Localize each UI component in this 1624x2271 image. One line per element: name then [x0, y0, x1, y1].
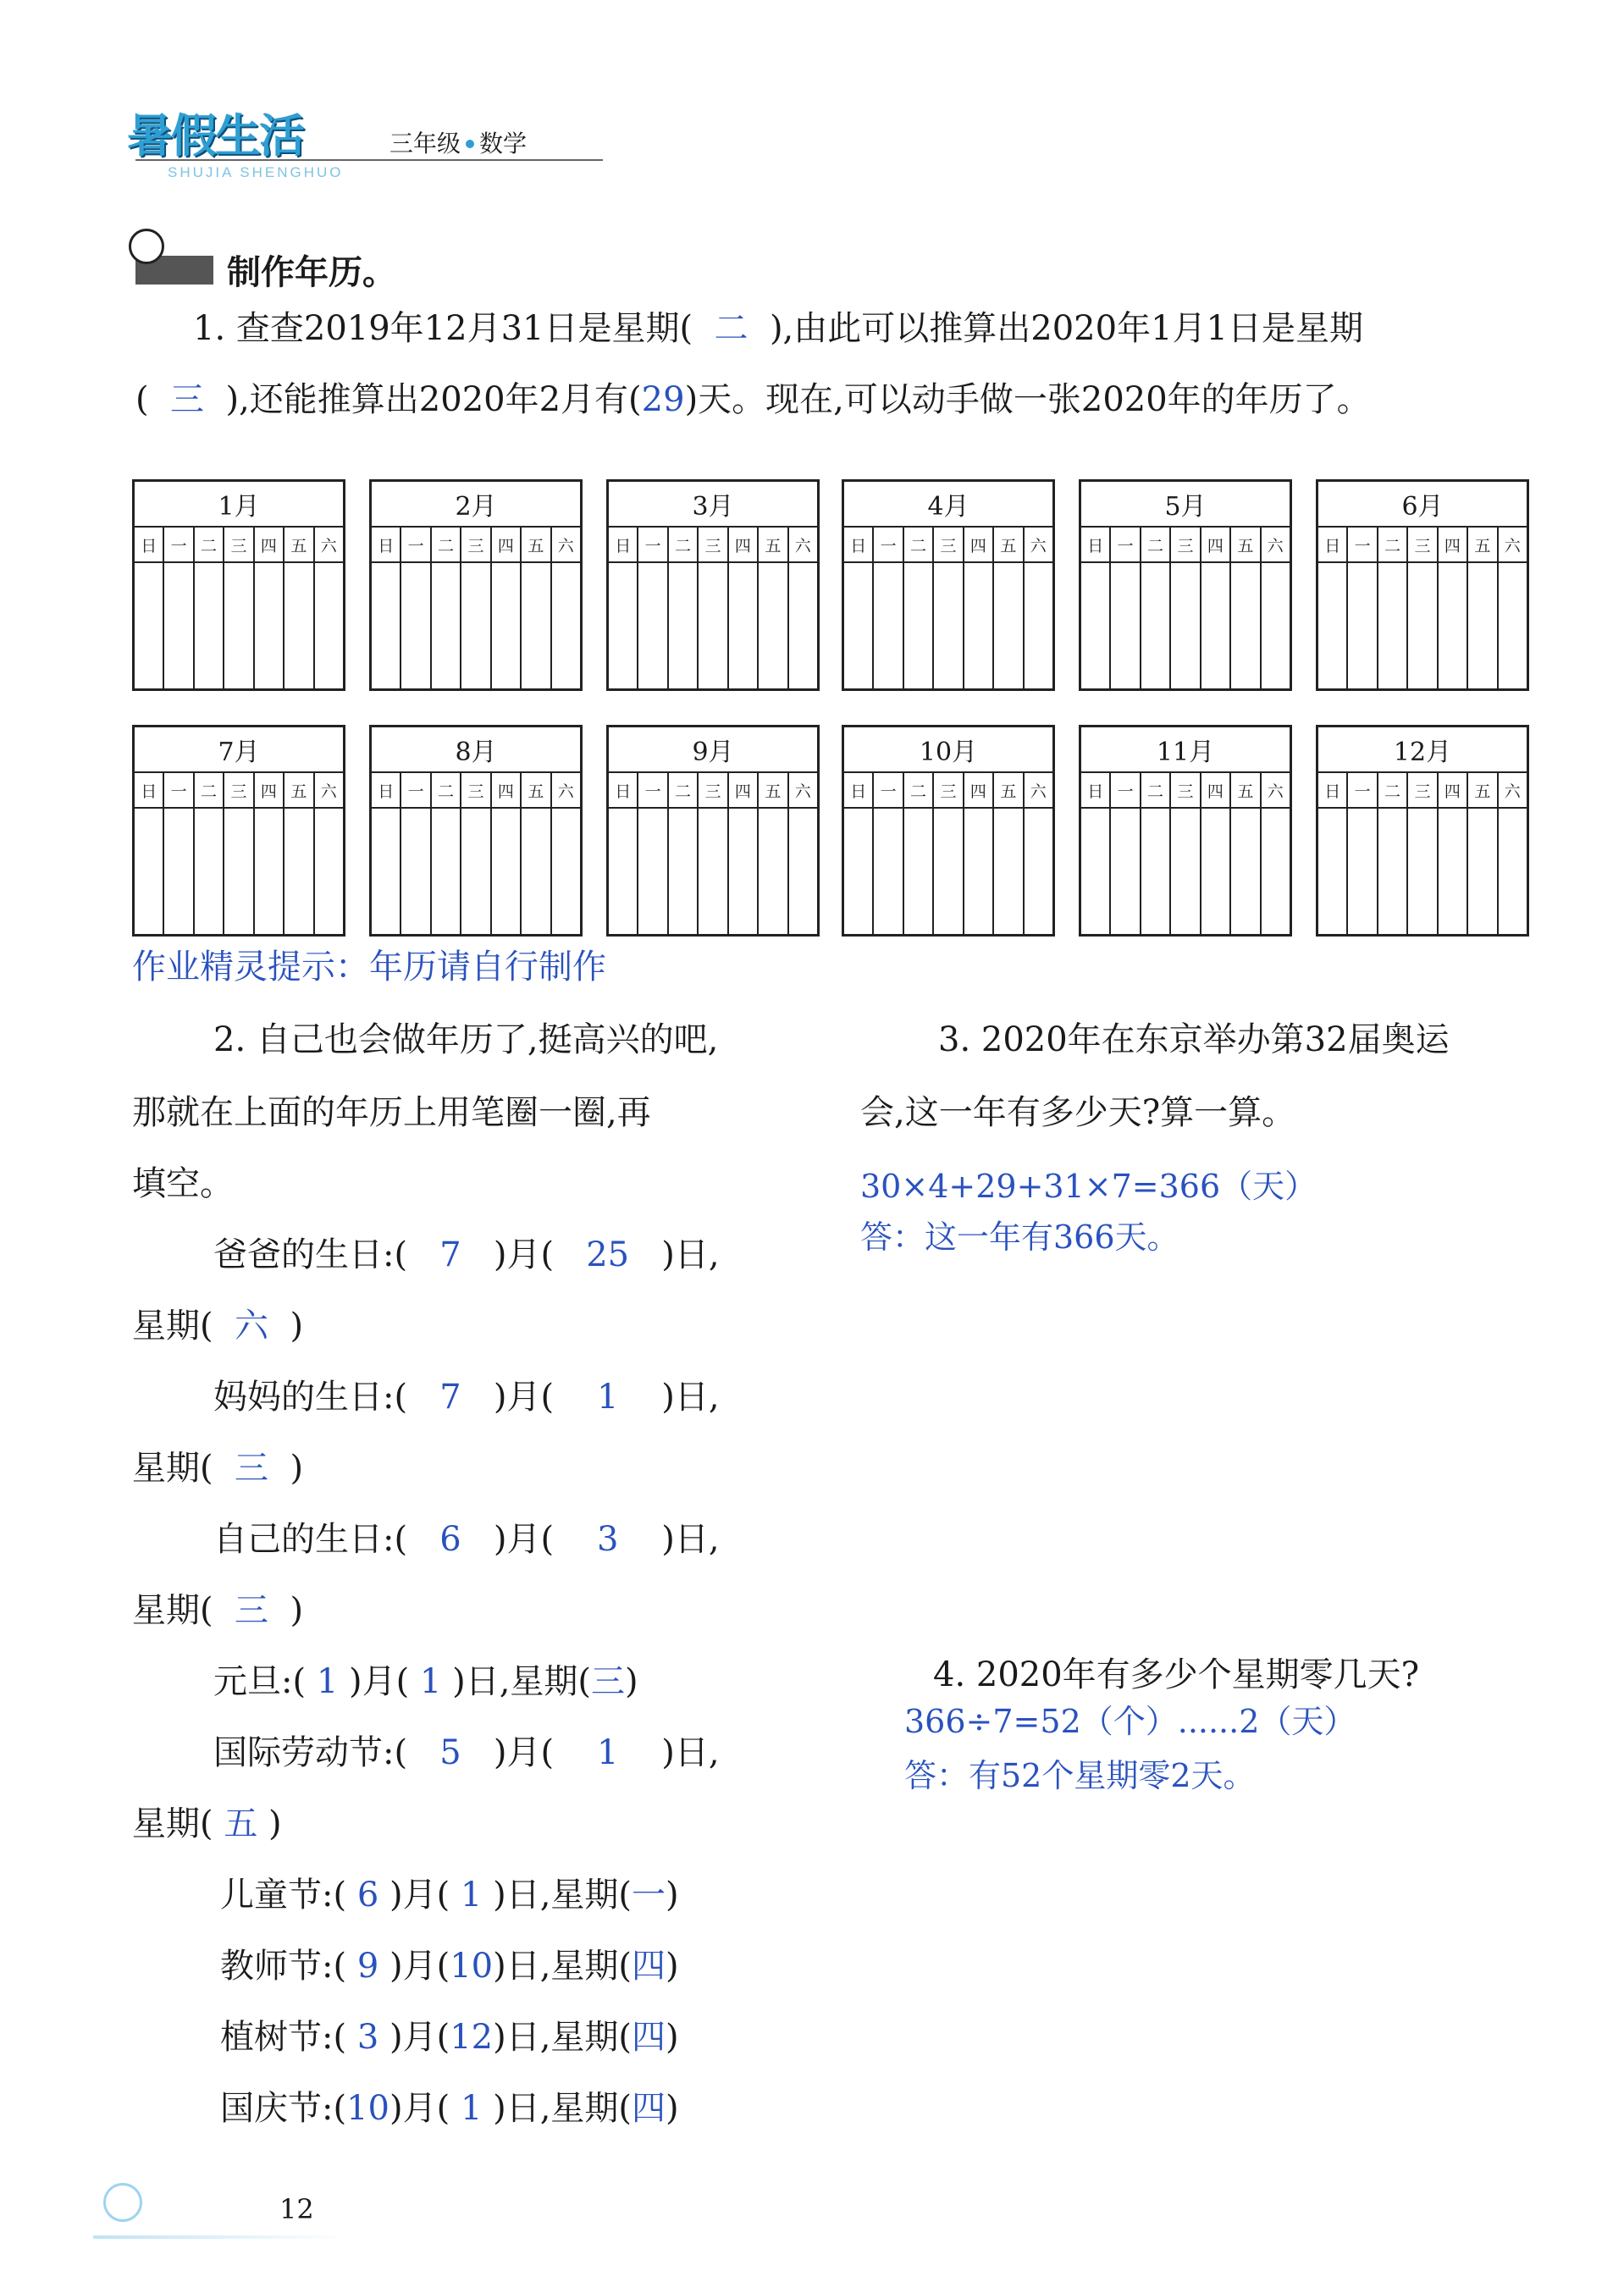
mom-weekday-row: 星期( 三 )	[132, 1449, 304, 1488]
day-column	[1378, 563, 1408, 688]
mascot-footer-icon	[103, 2183, 142, 2222]
calendar-month-title: 11月	[1081, 727, 1290, 773]
calendar-empty-days	[1318, 809, 1527, 934]
weekday-cell: 日	[844, 773, 874, 807]
weekday-cell: 三	[461, 773, 491, 807]
calendar-weekday-header	[1081, 773, 1290, 809]
day-column	[1025, 563, 1052, 688]
weekday-cell: 三	[699, 773, 728, 807]
weekday-cell: 四	[729, 773, 759, 807]
calendar-month-title: 4月	[844, 482, 1052, 528]
weekday-cell: 一	[638, 528, 668, 561]
calendar-month	[1316, 725, 1529, 937]
weekday-cell: 六	[1504, 782, 1521, 801]
day-column	[844, 809, 874, 934]
calendar-month	[132, 479, 345, 691]
calendar-month-title: 12月	[1318, 727, 1527, 773]
day-column	[135, 563, 164, 688]
calendar-month-title: 5月	[1081, 482, 1290, 528]
calendar-month	[606, 479, 820, 691]
weekday-cell: 日	[1318, 773, 1348, 807]
weekday-cell: 四	[964, 773, 994, 807]
weekday-cell: 四	[255, 773, 284, 807]
weekday-cell: 六	[1030, 782, 1047, 801]
day-column	[1499, 809, 1527, 934]
weekday-cell: 四	[1439, 773, 1468, 807]
calendar-month-title: 7月	[135, 727, 343, 773]
weekday-cell: 一	[1348, 528, 1378, 561]
weekday-cell: 三	[1408, 528, 1438, 561]
q2-intro-line1: 2. 自己也会做年历了,挺高兴的吧,	[213, 1020, 719, 1059]
day-column	[522, 563, 551, 688]
weekday-cell: 二	[669, 528, 699, 561]
day-column	[224, 809, 254, 934]
day-column	[1262, 809, 1290, 934]
calendar-weekday-header	[609, 528, 817, 563]
day-column	[372, 809, 401, 934]
weekday-cell: 四	[1439, 528, 1468, 561]
weekday-cell: 六	[1267, 536, 1284, 555]
weekday-cell: 日	[372, 528, 401, 561]
day-column	[284, 809, 314, 934]
day-column	[255, 563, 284, 688]
weekday-cell: 四	[255, 528, 284, 561]
calendar-weekday-header	[135, 528, 343, 563]
weekday-cell: 四	[1201, 773, 1231, 807]
calendar-month	[369, 479, 583, 691]
calendar-month-title: 1月	[135, 482, 343, 528]
day-column	[1171, 563, 1201, 688]
day-column	[164, 563, 194, 688]
calendar-empty-days	[1081, 809, 1290, 934]
newyear-row: 元旦:( 1 )月( 1 )日,星期(三)	[213, 1662, 638, 1701]
q4-answer: 答：有52个星期零2天。	[904, 1757, 1256, 1794]
weekday-cell: 五	[522, 528, 551, 561]
calendar-month-title: 10月	[844, 727, 1052, 773]
q4-line1: 4. 2020年有多少个星期零几天?	[933, 1655, 1420, 1694]
day-column	[1081, 563, 1111, 688]
day-column	[994, 809, 1024, 934]
calendar-empty-days	[372, 563, 580, 688]
day-column	[315, 809, 343, 934]
day-column	[492, 809, 522, 934]
weekday-cell: 二	[1141, 528, 1171, 561]
self-weekday-row: 星期( 三 )	[132, 1591, 304, 1630]
children-day-row: 儿童节:( 6 )月( 1 )日,星期(一)	[220, 1876, 679, 1915]
weekday-cell: 三	[1171, 773, 1201, 807]
day-column	[638, 809, 668, 934]
weekday-cell: 二	[432, 773, 461, 807]
weekday-cell: 日	[1081, 528, 1111, 561]
q1-answer-newyear-weekday: 三	[170, 380, 205, 419]
mascot-icon	[135, 256, 213, 285]
weekday-cell: 五	[994, 773, 1024, 807]
weekday-cell: 日	[1318, 528, 1348, 561]
day-column	[994, 563, 1024, 688]
day-column	[1141, 809, 1171, 934]
weekday-cell: 五	[759, 528, 788, 561]
labor-weekday-row: 星期( 五 )	[132, 1804, 282, 1843]
weekday-cell: 一	[164, 528, 194, 561]
day-column	[522, 809, 551, 934]
weekday-cell: 六	[557, 782, 574, 801]
calendar-empty-days	[609, 809, 817, 934]
day-column	[1111, 809, 1141, 934]
day-column	[1408, 809, 1438, 934]
weekday-cell: 三	[224, 528, 254, 561]
day-column	[461, 563, 491, 688]
weekday-cell: 四	[492, 773, 522, 807]
weekday-cell: 六	[557, 536, 574, 555]
weekday-cell: 三	[934, 773, 964, 807]
weekday-cell: 一	[401, 773, 431, 807]
header-meta	[389, 125, 527, 159]
weekday-cell: 三	[224, 773, 254, 807]
weekday-cell: 二	[1378, 773, 1408, 807]
weekday-cell: 六	[320, 782, 337, 801]
day-column	[1201, 563, 1231, 688]
weekday-cell: 六	[794, 782, 811, 801]
day-column	[699, 809, 728, 934]
day-column	[1439, 563, 1468, 688]
bullet-dot-icon	[466, 140, 474, 148]
day-column	[904, 809, 934, 934]
weekday-cell: 三	[699, 528, 728, 561]
q1-answer-feb-days: 29	[641, 380, 685, 419]
weekday-cell: 一	[638, 773, 668, 807]
calendar-month	[1079, 725, 1292, 937]
calendar-empty-days	[844, 563, 1052, 688]
day-column	[1318, 809, 1348, 934]
day-column	[1468, 563, 1498, 688]
q4-calculation: 366÷7=52（个）......2（天）	[904, 1703, 1356, 1740]
day-column	[432, 809, 461, 934]
calendar-weekday-header	[1081, 528, 1290, 563]
weekday-cell: 二	[1378, 528, 1408, 561]
day-column	[1348, 563, 1378, 688]
q3-line2: 会,这一年有多少天?算一算。	[860, 1093, 1296, 1132]
day-column	[1318, 563, 1348, 688]
national-day-row: 国庆节:(10)月( 1 )日,星期(四)	[220, 2089, 679, 2128]
logo-pinyin: SHUJIA SHENGHUO	[168, 164, 344, 180]
day-column	[1201, 809, 1231, 934]
day-column	[432, 563, 461, 688]
logo: 暑假生活	[127, 109, 303, 163]
footer-decoration	[93, 2235, 347, 2239]
weekday-cell: 五	[522, 773, 551, 807]
calendar-month	[1079, 479, 1292, 691]
day-column	[284, 563, 314, 688]
calendar-empty-days	[609, 563, 817, 688]
weekday-cell: 二	[195, 773, 224, 807]
calendar-month	[1316, 479, 1529, 691]
weekday-cell: 四	[964, 528, 994, 561]
calendar-month	[369, 725, 583, 937]
day-column	[904, 563, 934, 688]
q1-line2: ( 三 ),还能推算出2020年2月有(29)天。现在,可以动手做一张2020年的年历了。	[135, 380, 1371, 419]
day-column	[1439, 809, 1468, 934]
weekday-cell: 日	[609, 528, 638, 561]
day-column	[729, 563, 759, 688]
day-column	[135, 809, 164, 934]
subject-label: 数学	[479, 130, 528, 157]
day-column	[609, 563, 638, 688]
day-column	[964, 563, 994, 688]
labor-day-row: 国际劳动节:( 5 )月( 1 )日,	[213, 1733, 720, 1772]
arbor-day-row: 植树节:( 3 )月(12)日,星期(四)	[220, 2018, 679, 2057]
weekday-cell: 一	[874, 773, 903, 807]
day-column	[224, 563, 254, 688]
header-divider	[135, 159, 603, 161]
weekday-cell: 五	[284, 528, 314, 561]
weekday-cell: 六	[320, 536, 337, 555]
weekday-cell: 二	[195, 528, 224, 561]
day-column	[461, 809, 491, 934]
weekday-cell: 一	[401, 528, 431, 561]
day-column	[1111, 563, 1141, 688]
calendar-month	[132, 725, 345, 937]
calendar-empty-days	[844, 809, 1052, 934]
day-column	[789, 563, 817, 688]
weekday-cell: 四	[492, 528, 522, 561]
weekday-cell: 四	[1201, 528, 1231, 561]
day-column	[638, 563, 668, 688]
day-column	[195, 809, 224, 934]
weekday-cell: 五	[1468, 773, 1498, 807]
section-title	[135, 246, 396, 294]
day-column	[759, 809, 788, 934]
weekday-cell: 一	[1111, 773, 1141, 807]
day-column	[964, 809, 994, 934]
day-column	[401, 563, 431, 688]
day-column	[372, 563, 401, 688]
weekday-cell: 三	[934, 528, 964, 561]
day-column	[492, 563, 522, 688]
day-column	[401, 809, 431, 934]
day-column	[164, 809, 194, 934]
calendar-month-title: 2月	[372, 482, 580, 528]
day-column	[1025, 809, 1052, 934]
day-column	[195, 563, 224, 688]
q2-intro-line2: 那就在上面的年历上用笔圈一圈,再	[132, 1093, 651, 1132]
q3-answer: 答：这一年有366天。	[860, 1218, 1179, 1256]
weekday-cell: 六	[794, 536, 811, 555]
day-column	[669, 809, 699, 934]
day-column	[315, 563, 343, 688]
weekday-cell: 一	[874, 528, 903, 561]
day-column	[699, 563, 728, 688]
weekday-cell: 日	[135, 773, 164, 807]
calendar-month-title: 8月	[372, 727, 580, 773]
weekday-cell: 六	[1504, 536, 1521, 555]
day-column	[552, 563, 580, 688]
day-column	[1171, 809, 1201, 934]
calendar-weekday-header	[372, 528, 580, 563]
calendar-weekday-header	[372, 773, 580, 809]
day-column	[1081, 809, 1111, 934]
weekday-cell: 五	[994, 528, 1024, 561]
weekday-cell: 日	[372, 773, 401, 807]
weekday-cell: 日	[1081, 773, 1111, 807]
calendar-weekday-header	[844, 773, 1052, 809]
day-column	[1231, 809, 1261, 934]
q1-answer-weekday: 二	[714, 309, 748, 348]
teachers-day-row: 教师节:( 9 )月(10)日,星期(四)	[220, 1947, 679, 1986]
day-column	[255, 809, 284, 934]
day-column	[789, 809, 817, 934]
calendar-month	[842, 479, 1055, 691]
weekday-cell: 六	[1267, 782, 1284, 801]
weekday-cell: 二	[904, 528, 934, 561]
calendar-weekday-header	[844, 528, 1052, 563]
day-column	[934, 809, 964, 934]
day-column	[669, 563, 699, 688]
weekday-cell: 日	[609, 773, 638, 807]
day-column	[1262, 563, 1290, 688]
calendar-empty-days	[1318, 563, 1527, 688]
day-column	[1348, 809, 1378, 934]
calendar-weekday-header	[1318, 528, 1527, 563]
day-column	[1499, 563, 1527, 688]
q3-line1: 3. 2020年在东京举办第32届奥运	[938, 1020, 1450, 1059]
calendar-weekday-header	[1318, 773, 1527, 809]
day-column	[1468, 809, 1498, 934]
weekday-cell: 五	[1231, 528, 1261, 561]
page-number: 12	[279, 2193, 314, 2225]
weekday-cell: 一	[1348, 773, 1378, 807]
self-birthday-row: 自己的生日:( 6 )月( 3 )日,	[213, 1520, 720, 1559]
calendar-weekday-header	[135, 773, 343, 809]
q1-line1: 1. 查查2019年12月31日是星期( 二 ),由此可以推算出2020年1月1日是星期	[193, 309, 1363, 348]
calendar-month	[606, 725, 820, 937]
weekday-cell: 二	[432, 528, 461, 561]
q2-intro-line3: 填空。	[132, 1164, 234, 1203]
dad-birthday-row: 爸爸的生日:( 7 )月( 25 )日,	[213, 1235, 720, 1274]
day-column	[729, 809, 759, 934]
weekday-cell: 五	[284, 773, 314, 807]
weekday-cell: 五	[1231, 773, 1261, 807]
day-column	[1408, 563, 1438, 688]
calendar-empty-days	[372, 809, 580, 934]
calendar-month-title: 3月	[609, 482, 817, 528]
day-column	[552, 809, 580, 934]
grade-label: 三年级	[389, 130, 461, 157]
weekday-cell: 二	[904, 773, 934, 807]
weekday-cell: 日	[135, 528, 164, 561]
day-column	[874, 563, 903, 688]
day-column	[844, 563, 874, 688]
calendar-month	[842, 725, 1055, 937]
calendar-empty-days	[1081, 563, 1290, 688]
hint-text: 作业精灵提示：年历请自行制作	[132, 948, 606, 986]
weekday-cell: 一	[164, 773, 194, 807]
weekday-cell: 三	[1171, 528, 1201, 561]
weekday-cell: 四	[729, 528, 759, 561]
weekday-cell: 二	[1141, 773, 1171, 807]
calendar-month-title: 9月	[609, 727, 817, 773]
day-column	[609, 809, 638, 934]
day-column	[1378, 809, 1408, 934]
day-column	[1231, 563, 1261, 688]
weekday-cell: 二	[669, 773, 699, 807]
day-column	[874, 809, 903, 934]
dad-weekday-row: 星期( 六 )	[132, 1307, 304, 1345]
calendar-empty-days	[135, 563, 343, 688]
calendar-month-title: 6月	[1318, 482, 1527, 528]
day-column	[934, 563, 964, 688]
weekday-cell: 日	[844, 528, 874, 561]
mom-birthday-row: 妈妈的生日:( 7 )月( 1 )日,	[213, 1378, 720, 1417]
calendar-weekday-header	[609, 773, 817, 809]
weekday-cell: 三	[1408, 773, 1438, 807]
day-column	[759, 563, 788, 688]
weekday-cell: 五	[759, 773, 788, 807]
day-column	[1141, 563, 1171, 688]
q3-calculation: 30×4+29+31×7=366（天）	[860, 1168, 1317, 1205]
weekday-cell: 六	[1030, 536, 1047, 555]
weekday-cell: 五	[1468, 528, 1498, 561]
calendar-empty-days	[135, 809, 343, 934]
weekday-cell: 三	[461, 528, 491, 561]
weekday-cell: 一	[1111, 528, 1141, 561]
section-title-text: 制作年历。	[227, 253, 396, 292]
